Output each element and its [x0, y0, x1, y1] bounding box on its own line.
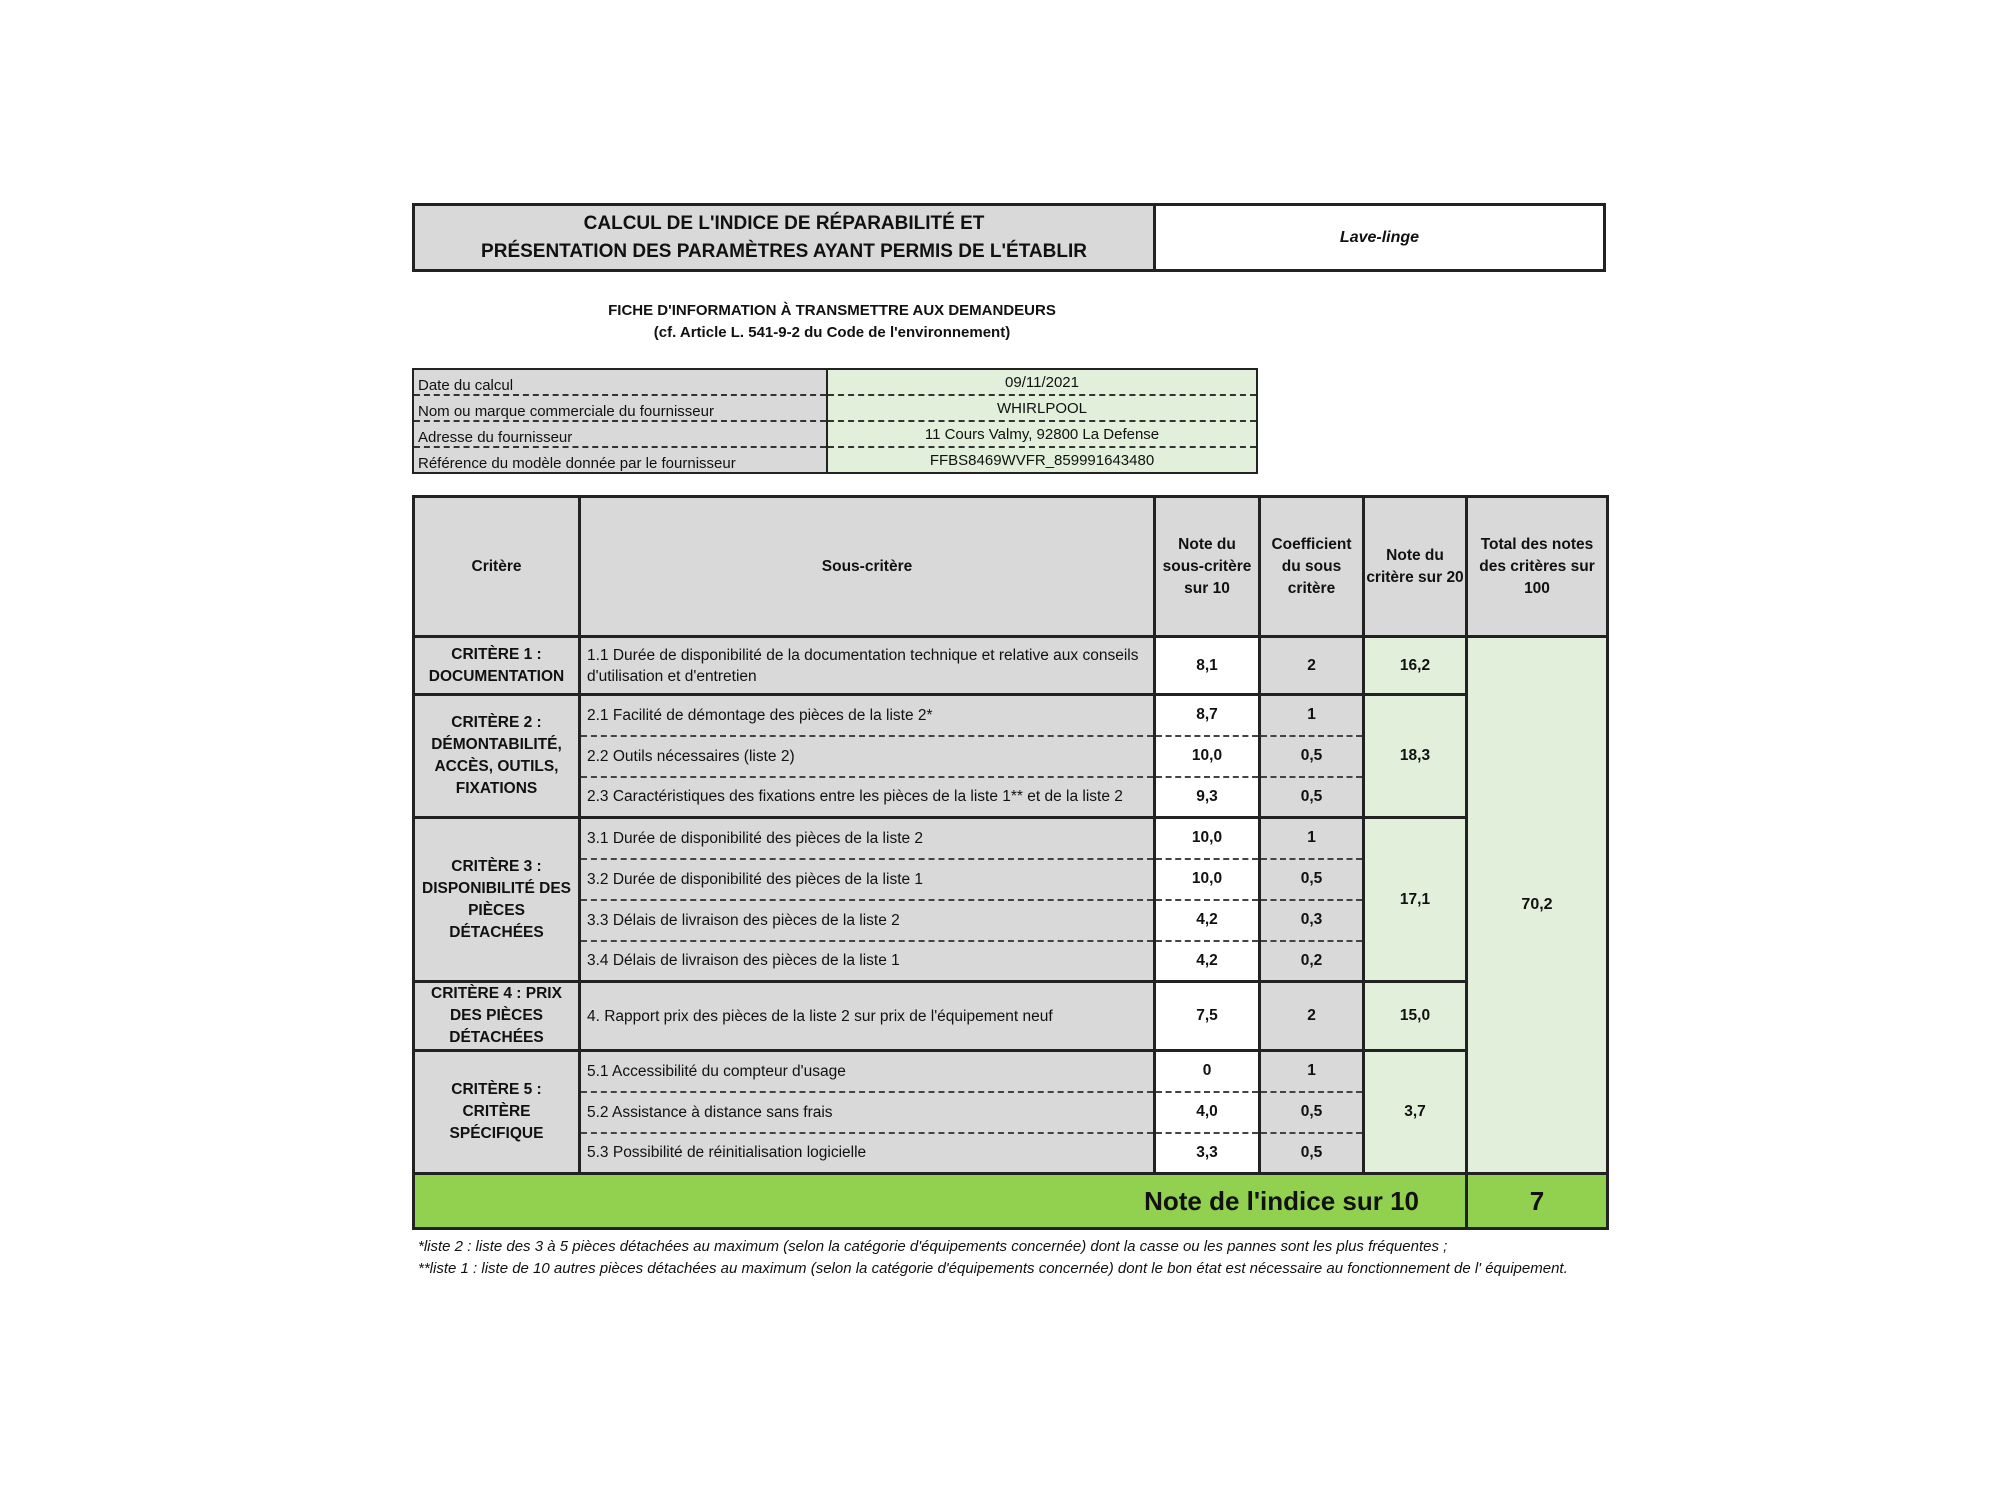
- table-row: [414, 982, 1608, 1051]
- sub-criterion-note: 8,7: [1155, 695, 1260, 736]
- table-row: [414, 1051, 1608, 1092]
- sub-criterion-note: 10,0: [1155, 818, 1260, 859]
- sub-criterion-note: 3,3: [1155, 1133, 1260, 1174]
- sub-criterion-note: 4,2: [1155, 900, 1260, 941]
- sub-criterion-label: 3.1 Durée de disponibilité des pièces de la liste 2: [580, 818, 1155, 859]
- header-critere: Critère: [414, 497, 580, 637]
- info-value: FFBS8469WVFR_859991643480: [827, 447, 1257, 473]
- info-label: Référence du modèle donnée par le fournisseur: [413, 447, 827, 473]
- criterion-score: 18,3: [1364, 695, 1467, 818]
- final-score-value: 7: [1467, 1174, 1608, 1229]
- form-title-line1: CALCUL DE L'INDICE DE RÉPARABILITÉ ET: [583, 212, 985, 234]
- sub-criterion-coef: 0,2: [1260, 941, 1364, 982]
- form-title-line2: PRÉSENTATION DES PARAMÈTRES AYANT PERMIS DE L'ÉTABLIR: [481, 240, 1087, 262]
- info-label: Date du calcul: [413, 369, 827, 395]
- criterion-name: CRITÈRE 2 : DÉMONTABILITÉ, ACCÈS, OUTILS, FIXATIONS: [414, 695, 580, 818]
- header-sous-critere: Sous-critère: [580, 497, 1155, 637]
- sub-criterion-label: 2.1 Facilité de démontage des pièces de la liste 2*: [580, 695, 1155, 736]
- sub-criterion-coef: 1: [1260, 695, 1364, 736]
- sub-criterion-label: 5.2 Assistance à distance sans frais: [580, 1092, 1155, 1133]
- table-row: [414, 695, 1608, 736]
- sub-criterion-coef: 0,5: [1260, 736, 1364, 777]
- sub-criterion-note: 9,3: [1155, 777, 1260, 818]
- sub-criterion-label: 5.3 Possibilité de réinitialisation logicielle: [580, 1133, 1155, 1174]
- footnote-2: **liste 1 : liste de 10 autres pièces détachées au maximum (selon la catégorie d'équipements concernée) dont le bon état est nécessaire au fonctionnement de l' équipement.: [418, 1260, 1568, 1277]
- criterion-score: 15,0: [1364, 982, 1467, 1051]
- sub-criterion-label: 3.4 Délais de livraison des pièces de la liste 1: [580, 941, 1155, 982]
- final-score-row: [414, 1174, 1608, 1229]
- sub-criterion-label: 5.1 Accessibilité du compteur d'usage: [580, 1051, 1155, 1092]
- sub-criterion-note: 0: [1155, 1051, 1260, 1092]
- criterion-score: 3,7: [1364, 1051, 1467, 1174]
- info-row: [413, 447, 1257, 473]
- final-score-label: Note de l'indice sur 10: [414, 1174, 1467, 1229]
- table-row: [414, 818, 1608, 859]
- criterion-score: 17,1: [1364, 818, 1467, 982]
- total-score: 70,2: [1467, 637, 1608, 1174]
- info-label: Nom ou marque commerciale du fournisseur: [413, 395, 827, 421]
- sub-criterion-note: 10,0: [1155, 736, 1260, 777]
- sub-criterion-label: 1.1 Durée de disponibilité de la documentation technique et relative aux conseils d'utilisation et d'entretien: [580, 637, 1155, 695]
- criterion-name: CRITÈRE 3 : DISPONIBILITÉ DES PIÈCES DÉTACHÉES: [414, 818, 580, 982]
- sub-criterion-coef: 0,5: [1260, 859, 1364, 900]
- form-subtitle: [412, 300, 1252, 344]
- info-value: WHIRLPOOL: [827, 395, 1257, 421]
- sub-criterion-coef: 0,5: [1260, 1133, 1364, 1174]
- sub-criterion-coef: 0,5: [1260, 777, 1364, 818]
- form-title: [415, 206, 1156, 269]
- header-note-sous-critere: Note du sous-critère sur 10: [1155, 497, 1260, 637]
- criterion-name: CRITÈRE 1 : DOCUMENTATION: [414, 637, 580, 695]
- repairability-table: [412, 495, 1609, 1230]
- table-row: [414, 637, 1608, 695]
- criterion-name: CRITÈRE 4 : PRIX DES PIÈCES DÉTACHÉES: [414, 982, 580, 1051]
- sub-criterion-label: 2.2 Outils nécessaires (liste 2): [580, 736, 1155, 777]
- sub-criterion-label: 4. Rapport prix des pièces de la liste 2 sur prix de l'équipement neuf: [580, 982, 1155, 1051]
- product-type: Lave-linge: [1339, 228, 1420, 246]
- sub-criterion-label: 2.3 Caractéristiques des fixations entre les pièces de la liste 1** et de la liste 2: [580, 777, 1155, 818]
- footnotes: [418, 1236, 1608, 1280]
- table-header-row: [414, 497, 1608, 637]
- sub-criterion-coef: 0,3: [1260, 900, 1364, 941]
- sub-criterion-coef: 1: [1260, 818, 1364, 859]
- sub-criterion-note: 8,1: [1155, 637, 1260, 695]
- subtitle-line1: FICHE D'INFORMATION À TRANSMETTRE AUX DEMANDEURS: [608, 302, 1056, 319]
- sub-criterion-note: 4,2: [1155, 941, 1260, 982]
- header-total: Total des notes des critères sur 100: [1467, 497, 1608, 637]
- sub-criterion-note: 4,0: [1155, 1092, 1260, 1133]
- info-value: 09/11/2021: [827, 369, 1257, 395]
- criterion-score: 16,2: [1364, 637, 1467, 695]
- supplier-info-table: [412, 368, 1258, 474]
- info-value: 11 Cours Valmy, 92800 La Defense: [827, 421, 1257, 447]
- header-note-critere: Note du critère sur 20: [1364, 497, 1467, 637]
- sub-criterion-coef: 2: [1260, 982, 1364, 1051]
- subtitle-line2: (cf. Article L. 541-9-2 du Code de l'environnement): [653, 324, 1011, 341]
- info-label: Adresse du fournisseur: [413, 421, 827, 447]
- sub-criterion-coef: 2: [1260, 637, 1364, 695]
- sub-criterion-coef: 1: [1260, 1051, 1364, 1092]
- sub-criterion-label: 3.2 Durée de disponibilité des pièces de la liste 1: [580, 859, 1155, 900]
- footnote-1: *liste 2 : liste des 3 à 5 pièces détachées au maximum (selon la catégorie d'équipements concernée) dont la casse ou les pannes sont les plus fréquentes ;: [418, 1238, 1448, 1255]
- info-row: [413, 395, 1257, 421]
- sub-criterion-label: 3.3 Délais de livraison des pièces de la liste 2: [580, 900, 1155, 941]
- sub-criterion-coef: 0,5: [1260, 1092, 1364, 1133]
- info-row: [413, 421, 1257, 447]
- criterion-name: CRITÈRE 5 : CRITÈRE SPÉCIFIQUE: [414, 1051, 580, 1174]
- header-coefficient: Coefficient du sous critère: [1260, 497, 1364, 637]
- info-row: [413, 369, 1257, 395]
- sub-criterion-note: 10,0: [1155, 859, 1260, 900]
- sub-criterion-note: 7,5: [1155, 982, 1260, 1051]
- form-header: [412, 203, 1606, 272]
